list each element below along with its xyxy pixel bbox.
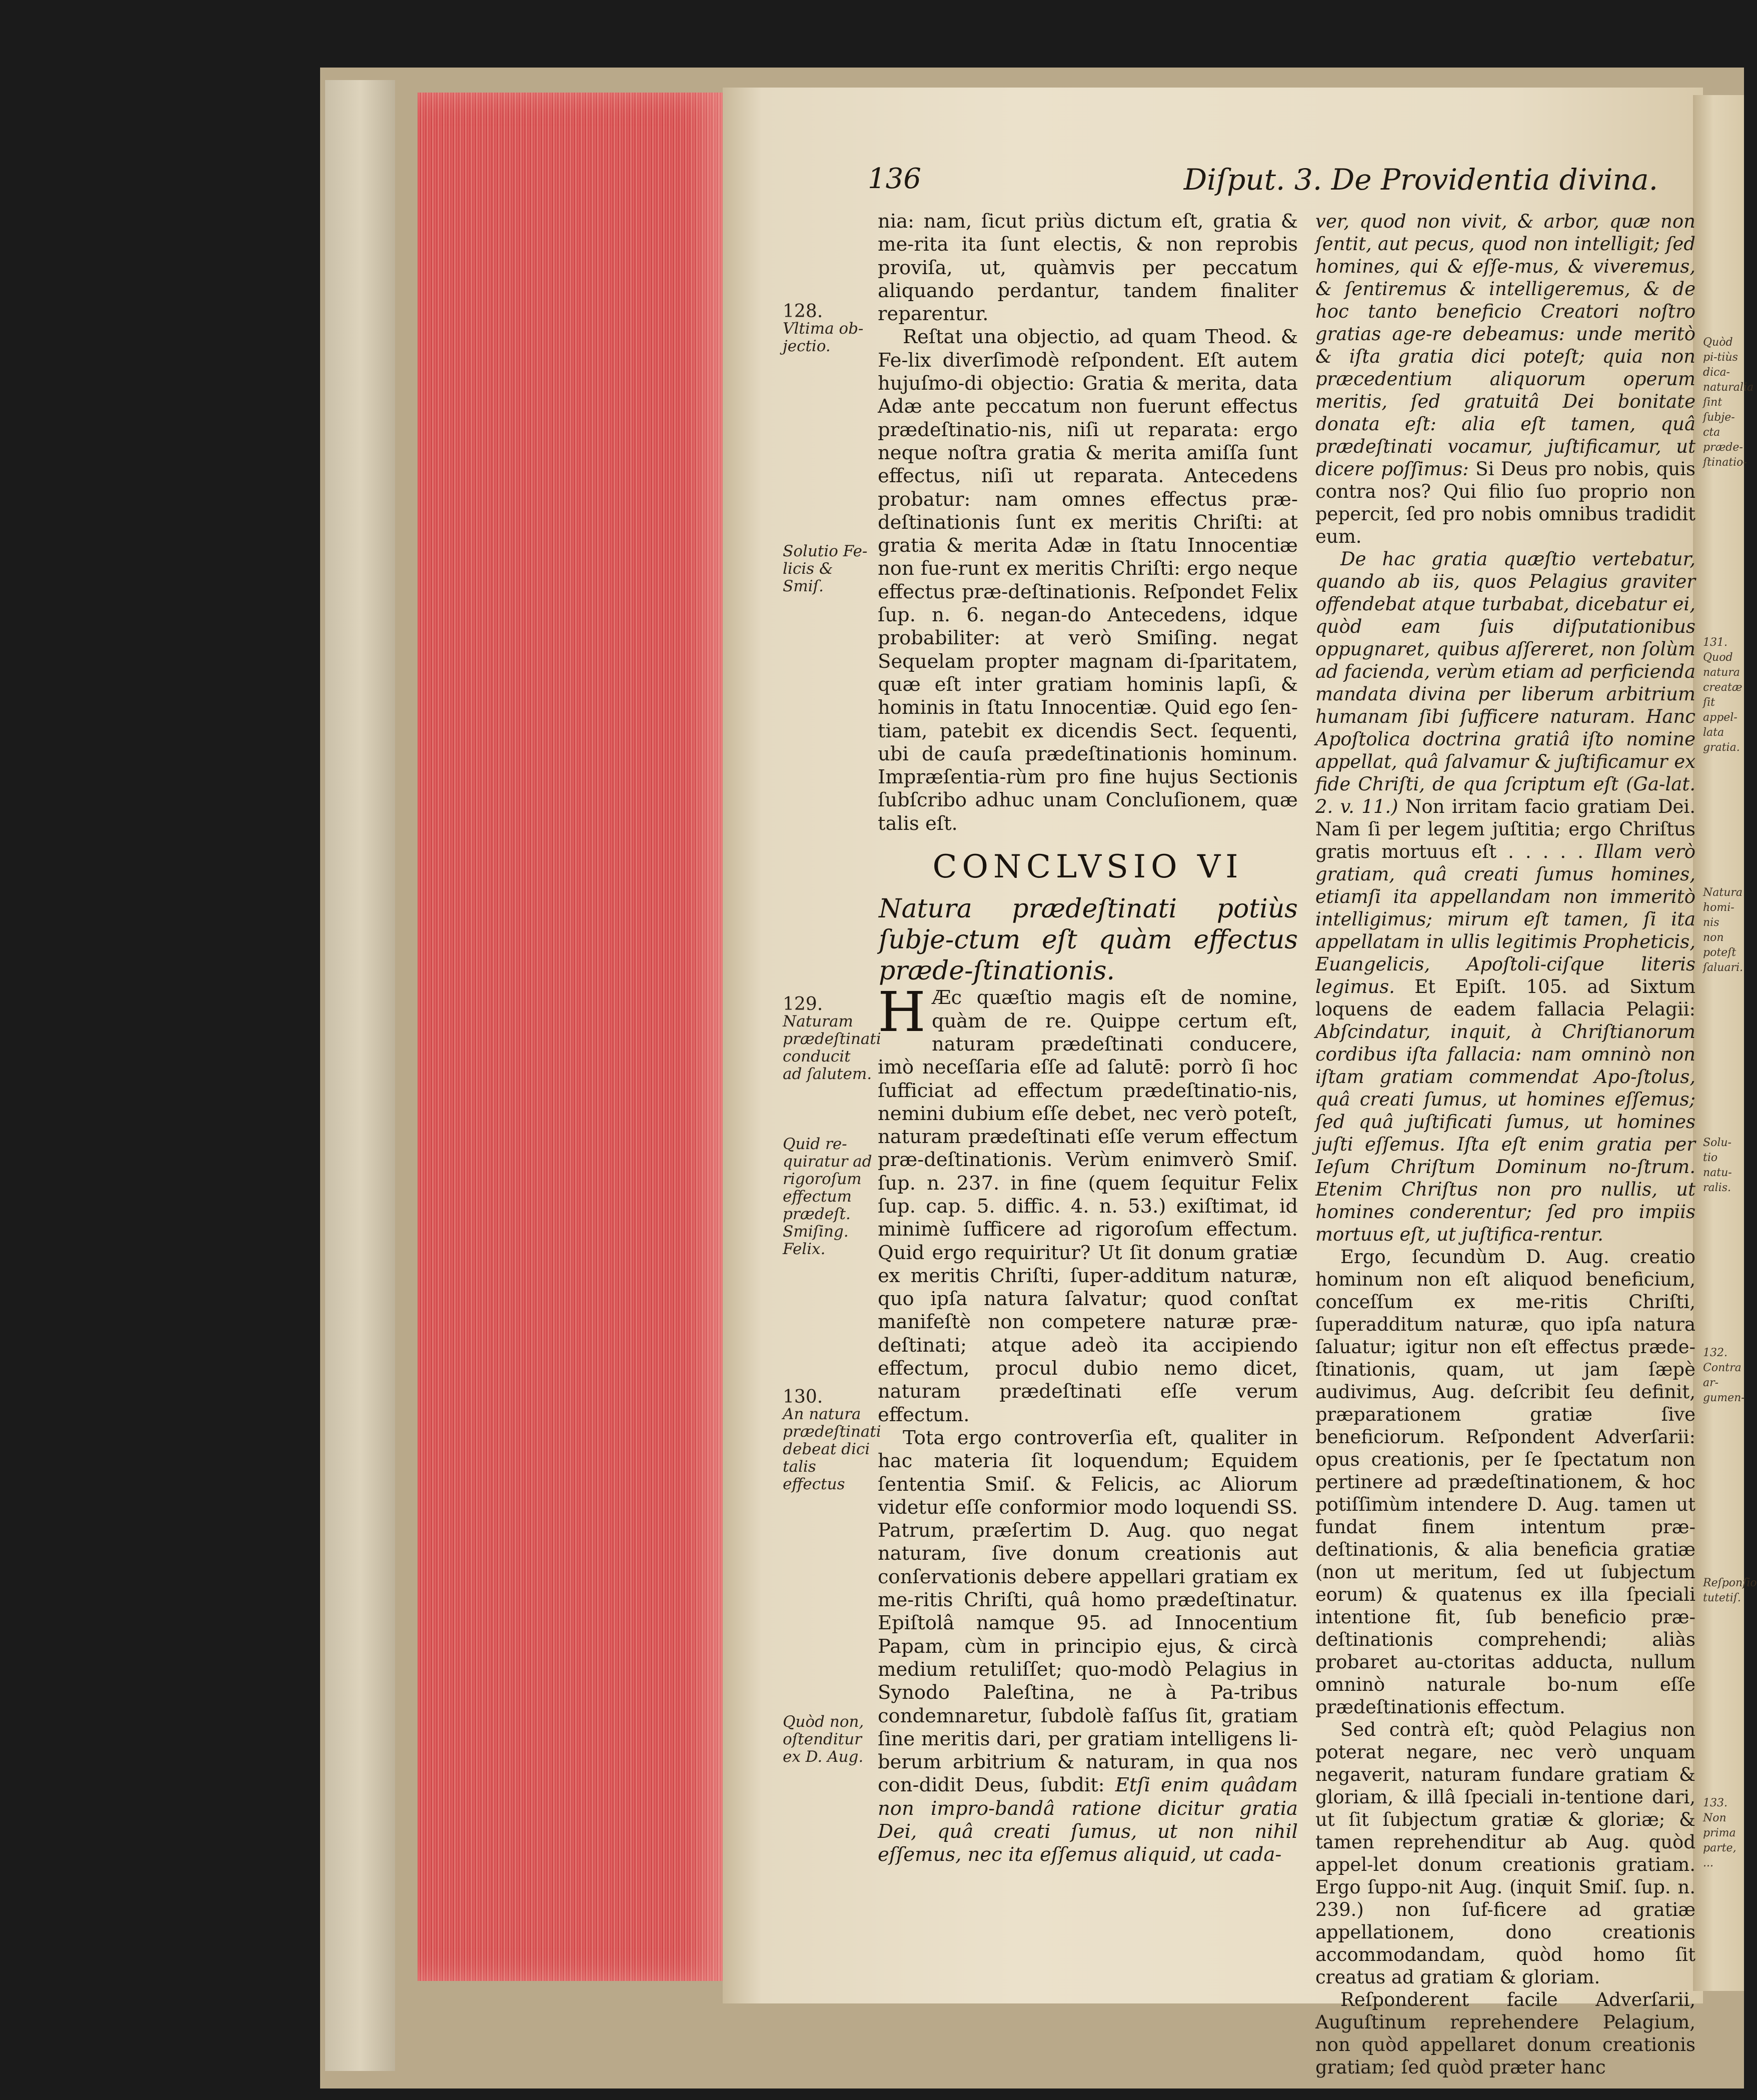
margin-note-number: 130. [783,1387,823,1407]
paragraph-text: Tota ergo controverſia eſt, qualiter in hac materia ſit loquendum; Equidem ſententia Smiſ. & Felicis, ac Aliorum videtur eſſe conformior modo loquendi SS. Patrum, præſertim D. Aug. quo negat naturam, ſive donum creationis aut conſervationis debere appellari gratiam ex me-ritis Chriſti, quâ homo prædeſtinatur. Epiſtolâ namque 95. ad Innocentium Papam, cùm in principio ejus, & circà medium retuliſſet; quo-modò Pelagius in Synodo Paleſtina, ne à Pa-tribus condemnaretur, ſubdolè faſſus ſit, gratiam ſine meritis dari, per gratiam intelligens li-berum arbitrium & naturam, in qua nos con-didit Deus, ſubdit: [878,1426,1298,1797]
adjacent-note: Reſponſio tutetiſ. [1703,1577,1757,1604]
margin-note-number: 129. [783,994,823,1014]
adjacent-note: 131. Quod natura creatæ ſit appel-lata gratia. [1703,636,1742,754]
red-fore-edge-pages [418,93,728,1981]
right-text-column [1315,210,1695,2078]
paragraph-text: Et Epiſt. 105. ad Sixtum loquens de eadem fallacia Pelagii: [1315,976,1695,1020]
margin-note-number: 128. [783,301,823,322]
paragraph-text: Si Deus pro nobis, quis contra nos? Qui filio ſuo proprio non pepercit, ſed pro nobis omnibus tradidit eum. [1315,458,1695,547]
margin-note-text: Vltima ob-jectio. [783,320,864,355]
adjacent-note: Quòd pi-tiùs dica-naturalia ſint ſubje-cta præde-ſtinatio- [1703,336,1754,469]
paragraph [878,1427,1298,1867]
drop-cap: H [878,980,926,1044]
paragraph-text: Non irritam facio gratiam Dei. Nam ſi per legem juſtitia; ergo Chriſtus gratis mortuus eſt . . . . . [1315,796,1695,862]
margin-note-text: An natura prædeſtinati debeat dici talis effectus [783,1405,881,1493]
paragraph: Reſponderent facile Adverſarii, Auguſtinum reprehendere Pelagium, non quòd appellaret donum creationis gratiam; ſed quòd præter hanc [1315,1989,1695,2078]
margin-note-text: Naturam prædeſtinati conducit ad ſalutem. [783,1012,881,1083]
book-spine-edge [325,80,395,2071]
fore-edge-ghost-print [440,810,700,1020]
margin-note-129 [783,994,881,1083]
adjacent-note: 133. Non prima parte, ... [1703,1797,1736,1869]
margin-note-quid-requiratur [783,1136,873,1258]
conclusion-heading: CONCLVSIO VI [932,848,1243,886]
quotation-italic: Illam verò gratiam, quâ creati ſumus homines, etiamſi ita appellandam non immeritò intelligimus; mirum eſt tamen, ſi ita appellatam in ullis legitimis Propheticis, Euangelicis, Apoſtoli-ciſque literis legimus. [1315,841,1696,997]
page-header [868,163,1668,208]
paragraph [878,980,1298,1427]
paragraph-text: Æc quæſtio magis eſt de nomine, quàm de re. Quippe certum eſt, naturam prædeſtinati conducere, imò neceſſaria eſſe ad ſalutē: porrò ſi hoc ſufficiat ad effectum prædeſtinatio-nis, nemini dubium eſſe debet, nec verò poteſt, naturam prædeſtinati eſſe verum effectum præ-deſtinationis. Verùm enimverò Smiſ. ſup. n. 237. in fine (quem ſequitur Felix ſup. cap. 5. diffic. 4. n. 53.) exiſtimat, id minimè ſufficere ad rigoroſum effectum. Quid ergo requiritur? Ut ſit donum gratiæ ex meritis Chriſti, ſuper-additum naturæ, quo ipſa natura ſalvatur; quod conſtat manifeſtè non competere naturæ præ-deſtinati; atque adeò ita accipiendo effectum, procul dubio nemo dicet, naturam prædeſtinati eſſe verum effectum. [878,986,1298,1426]
adjacent-note: Natura homi-nis non poteſt ſaluari. [1703,886,1743,974]
margin-note-solutio [783,543,873,595]
paragraph: Sed contrà eſt; quòd Pelagius non poterat negare, nec verò unquam negaverit, naturam fundare gratiam & gloriam, & illâ ſpeciali in-tentione dari, ut ſit ſubjectum gratiæ & gloriæ; & tamen reprehenditur ab Aug. quòd appel-let donum creationis gratiam. Ergo ſuppo-nit Aug. (inquit Smiſ. ſup. n. 239.) non ſuf-ficere ad gratiæ appellationem, dono creationis accommodandam, quòd homo ſit creatus ad gratiam & gloriam. [1315,1719,1695,1988]
margin-note-130 [783,1387,881,1493]
margin-note-text: Quid re-quiratur ad rigoroſum effectum prædeſt. Smiſing. Felix. [783,1135,872,1258]
paragraph [1315,548,1695,1246]
margin-note-text: Solutio Fe-licis & Smiſ. [783,542,868,595]
quotation-italic: ver, quod non vivit, & arbor, quæ non ſentit, aut pecus, quod non intelligit; ſed homines, qui & eſſe-mus, & viveremus, & ſentiremus & intelligeremus, & de hoc tanto beneficio Creatori noſtro gratias age-re debeamus: unde meritò & iſta gratia dici poteſt; quia non præcedentium aliquorum operum meritis, ſed gratuitâ Dei bonitate donata eſt: alia eſt tamen, quâ prædeſtinati vocamur, juſtificamur, ut dicere poſſimus: [1315,211,1695,480]
paragraph: nia: nam, ſicut priùs dictum eſt, gratia & me-rita ita ſunt electis, & non reprobis proviſa, ut, quàmvis per peccatum aliquando perdantur, tandem finaliter reparentur. [878,210,1298,326]
quotation-italic: De hac gratia quæſtio vertebatur, quando ab iis, quos Pelagius graviter offendebat atque turbabat, dicebatur ei, quòd eam ſuis diſputationibus oppugnaret, quibus aſſereret, non ſolùm ad facienda, verùm etiam ad perficienda mandata divina per liberum arbitrium humanam ſibi ſufficere naturam. Hanc Apoſtolica doctrina gratiâ iſto nomine appellat, quâ ſalvamur & juſtificamur ex fide Chriſti, de qua ſcriptum eſt (Ga-lat. 2. v. 11.) [1315,548,1695,817]
margin-note-128 [783,303,873,355]
adjacent-note: 132. Contra ar-gumen- [1703,1347,1745,1404]
paragraph [1315,210,1695,548]
adjacent-page-margin-notes [1703,335,1757,1882]
left-text-column [878,210,1298,1867]
quotation-italic: Etſi enim quâdam non impro-bandâ ratione dicitur gratia Dei, quâ creati ſumus, ut non nihil eſſemus, nec ita eſſemus aliquid, ut cada- [878,1774,1298,1866]
paragraph: Ergo, ſecundùm D. Aug. creatio hominum non eſt aliquod beneficium, conceſſum ex me-ritis Chriſti, ſuperadditum naturæ, quo ipſa natura ſaluatur; igitur non eſt effectus præde-ſtinationis, quam, ut jam ſæpè audivimus, Aug. deſcribit ſeu definit, præparationem gratiæ ſive beneficiorum. Reſpondent Adverſarii: opus creationis, per ſe ſpectatum non pertinere ad prædeſtinationem, & hoc potiſſimùm intendere D. Aug. tamen ut fundat finem intentum præ-deſtinationis, & alia beneficia gratiæ (non ut meritum, ſed ut ſubjectum eorum) & quatenus ex illa ſpeciali intentione fit, ſub beneficio præ-deſtinationis comprehendi; aliàs probaret au-ctoritas adducta, nullum omninò naturale bo-num eſſe prædeſtinationis effectum. [1315,1246,1695,1718]
paragraph: Reſtat una objectio, ad quam Theod. & Fe-lix diverſimodè reſpondent. Eſt autem hujuſmo-di objectio: Gratia & merita, data Adæ ante peccatum non fuerunt effectus prædeſtinatio-nis, niſi ut reparata: ergo neque noſtra gratia & merita amiſſa ſunt effectus, niſi ut reparata. Antecedens probatur: nam omnes effectus præ-deſtinationis ſunt ex meritis Chriſti: at gratia & merita Adæ in ſtatu Innocentiæ non fue-runt ex meritis Chriſti: ergo neque effectus præ-deſtinationis. Reſpondet Felix ſup. n. 6. negan-do Antecedens, idque probabiliter: at verò Smiſing. negat Sequelam propter magnam di-ſparitatem, quæ eſt inter gratiam hominis lapſi, & hominis in ſtatu Innocentiæ. Quid ego ſen-tiam, patebit ex dicendis Sect. ſequenti, ubi de cauſa prædeſtinationis hominum. Impræſentia-rùm pro fine hujus Sectionis ſubſcribo adhuc unam Concluſionem, quæ talis eſt. [878,326,1298,835]
margin-note-text: Quòd non, oſtenditur ex D. Aug. [783,1713,864,1766]
adjacent-note: Solu-tio natu-ralis. [1703,1137,1732,1194]
quotation-italic: Abſcindatur, inquit, à Chriſtianorum cordibus iſta fallacia: nam omninò non iſtam gratiam commendat Apo-ſtolus, quâ creati ſumus, ut homines eſſemus; ſed quâ juſtificati ſumus, ut homines juſti eſſemus. Iſta eſt enim gratia per Ieſum Chriſtum Dominum no-ſtrum. Etenim Chriſtus non pro nullis, ut homines conderentur; ſed pro impiis mortuus eſt, ut juſtifica-rentur. [1315,1021,1695,1245]
adjacent-page-edge [1693,95,1757,1991]
conclusion-statement: Natura prædeſtinati potiùs ſubje-ctum eſt quàm effectus præde-ſtinationis. [879,894,1298,986]
running-title: Diſput. 3. De Providentia divina. [1183,163,1658,197]
page-number: 136 [868,163,921,195]
margin-note-quod-non [783,1713,873,1766]
